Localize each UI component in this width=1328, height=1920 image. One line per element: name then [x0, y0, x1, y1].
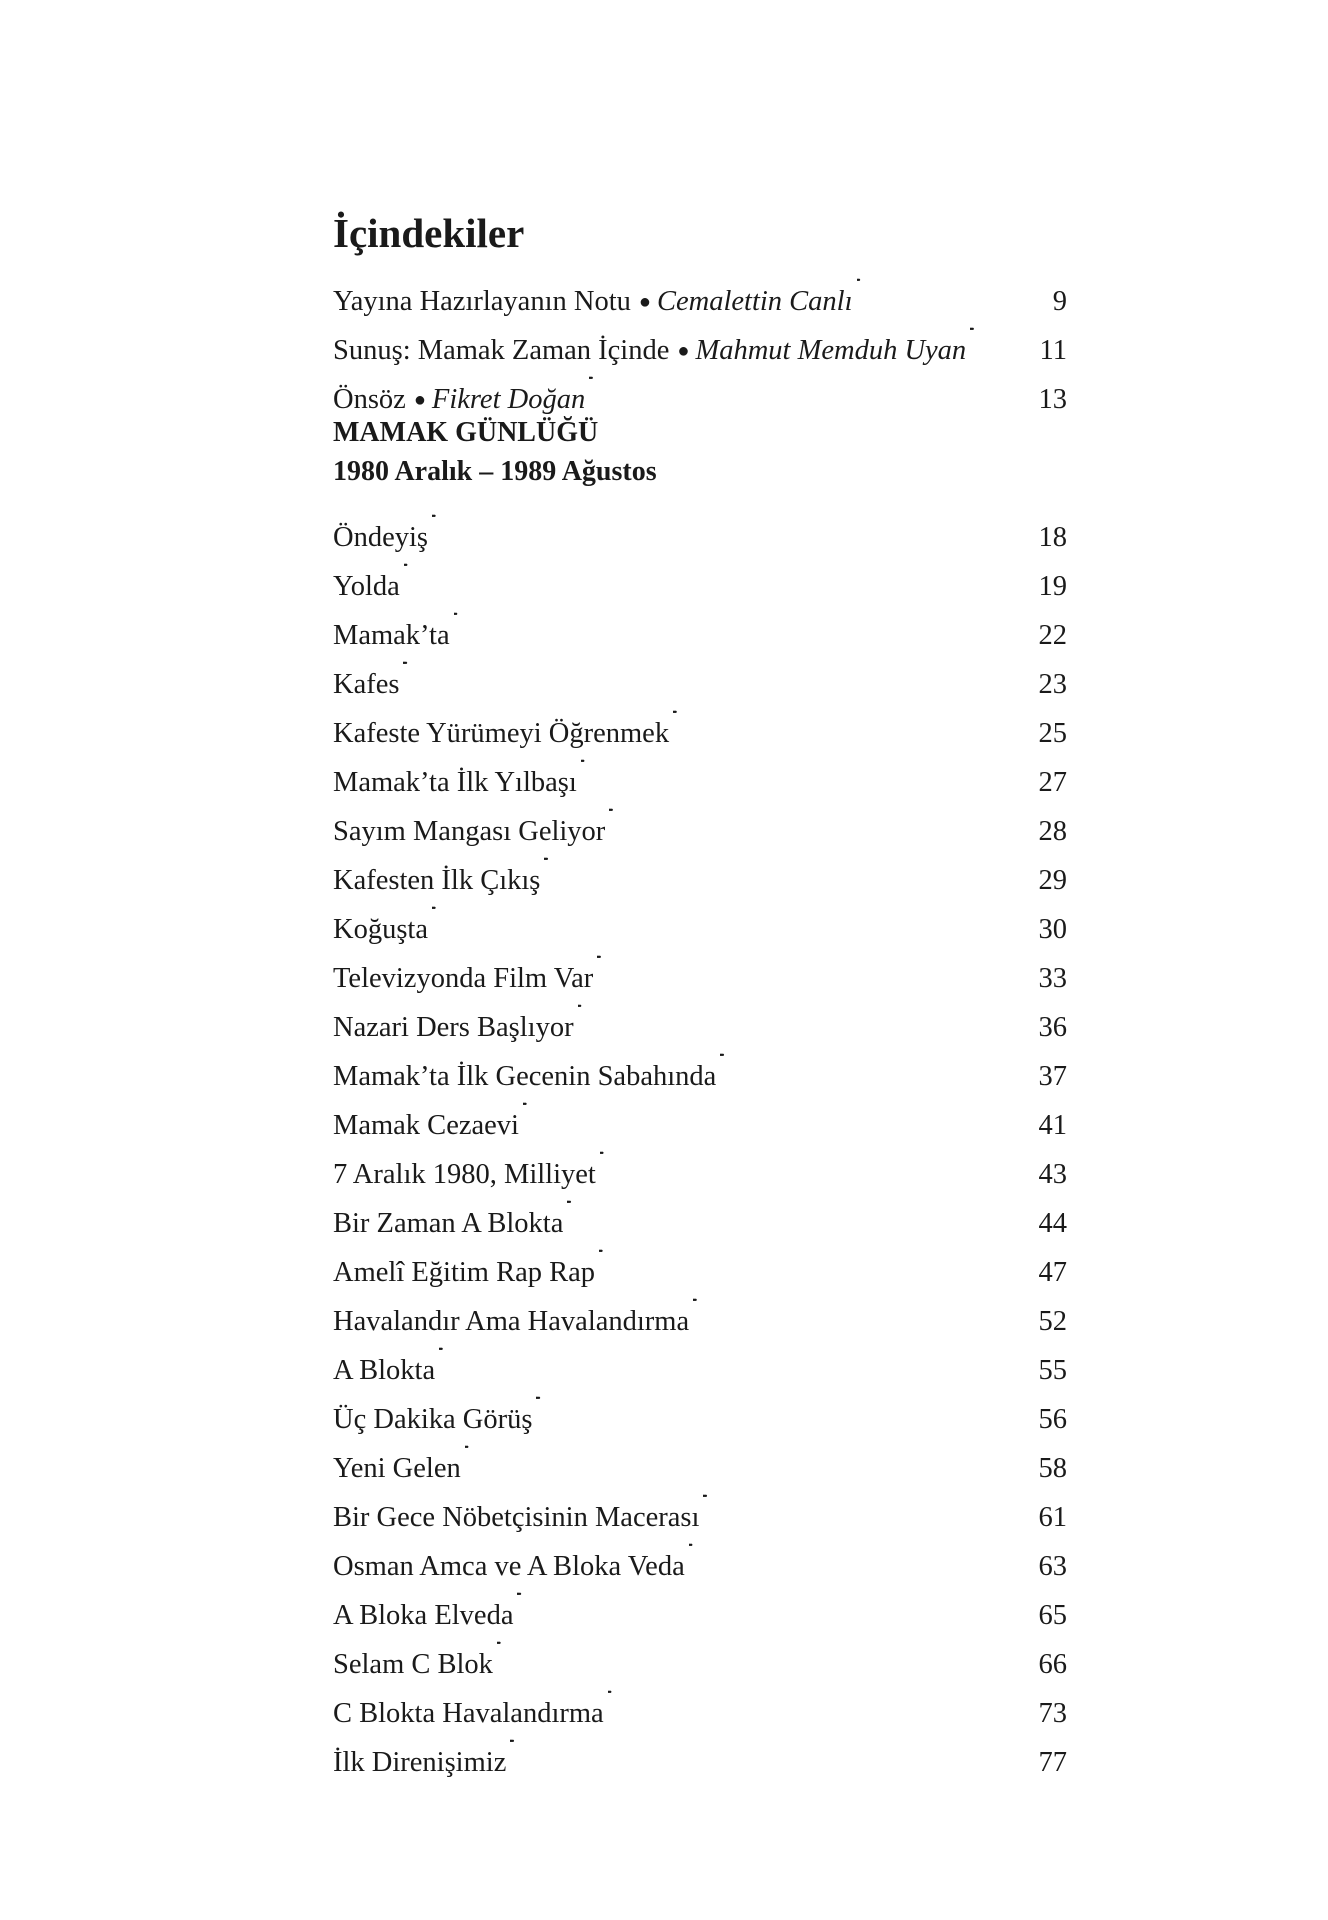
- entry-page-number: 41: [1038, 1110, 1067, 1141]
- entry-author: Mahmut Memduh Uyan: [695, 335, 967, 366]
- entry-page-number: 36: [1038, 1012, 1067, 1043]
- dot-leader: [439, 1330, 1034, 1379]
- entry-page-number: 29: [1038, 865, 1067, 896]
- entry-title: Önsöz: [333, 384, 406, 415]
- entry-title: Amelî Eğitim Rap Rap: [333, 1257, 596, 1288]
- toc-entry[interactable]: [333, 546, 1067, 602]
- dot-leader: [578, 987, 1035, 1036]
- toc-entry[interactable]: [333, 693, 1067, 749]
- dot-leader: [544, 840, 1034, 889]
- dot-leader: [497, 1624, 1035, 1673]
- entry-title: Osman Amca ve A Bloka Veda: [333, 1551, 685, 1582]
- dot-leader: [567, 1183, 1034, 1232]
- entry-title: Selam C Blok: [333, 1649, 493, 1680]
- dot-leader: [432, 889, 1035, 938]
- entry-title: Bir Gece Nöbetçisinin Macerası: [333, 1502, 700, 1533]
- dot-leader: [581, 742, 1035, 791]
- entry-page-number: 58: [1038, 1453, 1067, 1484]
- dot-leader: [597, 938, 1034, 987]
- section-title: MAMAK GÜNLÜĞÜ: [333, 417, 599, 448]
- entry-title: Mamak’ta İlk Gecenin Sabahında: [333, 1061, 717, 1092]
- entry-title: Yeni Gelen: [333, 1453, 461, 1484]
- entry-title: İlk Direnişimiz: [333, 1747, 507, 1778]
- entry-page-number: 22: [1038, 620, 1067, 651]
- toc-entry[interactable]: [333, 1379, 1067, 1435]
- entry-title: Televizyonda Film Var: [333, 963, 594, 994]
- entry-title: Sunuş: Mamak Zaman İçinde: [333, 335, 670, 366]
- dot-leader: [589, 359, 1034, 408]
- dot-leader: [403, 644, 1034, 693]
- entry-title: Yolda: [333, 571, 400, 602]
- entry-page-number: 47: [1038, 1257, 1067, 1288]
- toc-entry[interactable]: [333, 644, 1067, 700]
- entry-page-number: 66: [1038, 1649, 1067, 1680]
- dot-leader: [608, 1673, 1035, 1722]
- dot-leader: [673, 693, 1034, 742]
- entry-page-number: 63: [1038, 1551, 1067, 1582]
- entry-page-number: 55: [1038, 1355, 1067, 1386]
- toc-title: İçindekiler: [333, 210, 525, 256]
- dot-leader: [689, 1526, 1035, 1575]
- entry-title: Bir Zaman A Blokta: [333, 1208, 564, 1239]
- dot-leader: [599, 1232, 1034, 1281]
- dot-leader: [600, 1134, 1035, 1183]
- section-heading: [333, 413, 1067, 491]
- entry-page-number: 23: [1038, 669, 1067, 700]
- entry-author: Cemalettin Canlı: [656, 286, 853, 317]
- entry-title: Mamak Cezaevi: [333, 1110, 519, 1141]
- entry-title: Koğuşta: [333, 914, 428, 945]
- dot-leader: [465, 1428, 1035, 1477]
- entry-page-number: 19: [1038, 571, 1067, 602]
- entry-title: Mamak’ta İlk Yılbaşı: [333, 767, 577, 798]
- dot-leader: [432, 497, 1035, 546]
- entry-page-number: 13: [1038, 384, 1067, 415]
- entry-title: 7 Aralık 1980, Milliyet: [333, 1159, 596, 1190]
- entry-page-number: 25: [1038, 718, 1067, 749]
- entry-title: Mamak’ta: [333, 620, 450, 651]
- entry-page-number: 11: [1039, 335, 1067, 366]
- entry-page-number: 27: [1038, 767, 1067, 798]
- dot-leader: [454, 595, 1035, 644]
- toc-entry[interactable]: [333, 1330, 1067, 1386]
- dot-leader: [517, 1575, 1034, 1624]
- toc-entry[interactable]: [333, 595, 1067, 651]
- dot-leader: [523, 1085, 1035, 1134]
- entry-title: Üç Dakika Görüş: [333, 1404, 533, 1435]
- entry-title: Kafeste Yürümeyi Öğrenmek: [333, 718, 670, 749]
- entry-page-number: 52: [1038, 1306, 1067, 1337]
- entry-page-number: 65: [1038, 1600, 1067, 1631]
- entry-page-number: 77: [1038, 1747, 1067, 1778]
- front-matter-list: [333, 261, 1067, 415]
- dot-leader: [609, 791, 1034, 840]
- entry-page-number: 43: [1038, 1159, 1067, 1190]
- entry-title: Kafes: [333, 669, 400, 700]
- entry-page-number: 28: [1038, 816, 1067, 847]
- toc-entry[interactable]: [333, 261, 1067, 317]
- dot-leader: [404, 546, 1035, 595]
- section-subtitle: 1980 Aralık – 1989 Ağustos: [333, 456, 657, 487]
- entry-page-number: 44: [1038, 1208, 1067, 1239]
- entry-title: C Blokta Havalandırma: [333, 1698, 604, 1729]
- entry-author: Fikret Doğan: [431, 384, 586, 415]
- entry-title: Havalandır Ama Havalandırma: [333, 1306, 690, 1337]
- entry-title: Nazari Ders Başlıyor: [333, 1012, 574, 1043]
- dot-leader: [720, 1036, 1034, 1085]
- entry-title: Yayına Hazırlayanın Notu: [333, 286, 631, 317]
- dot-leader: [510, 1722, 1034, 1771]
- entry-page-number: 61: [1038, 1502, 1067, 1533]
- toc-entry[interactable]: [333, 497, 1067, 553]
- bullet-icon: ●: [677, 340, 690, 362]
- entry-page-number: 9: [1052, 286, 1067, 317]
- entry-page-number: 56: [1038, 1404, 1067, 1435]
- entry-page-number: 18: [1038, 522, 1067, 553]
- chapter-list: [333, 497, 1067, 1778]
- bullet-icon: ●: [413, 389, 426, 411]
- entry-title: Öndeyiş: [333, 522, 428, 553]
- entry-title: A Bloka Elveda: [333, 1600, 514, 1631]
- entry-page-number: 37: [1038, 1061, 1067, 1092]
- entry-title: A Blokta: [333, 1355, 436, 1386]
- entry-page-number: 33: [1038, 963, 1067, 994]
- entry-page-number: 30: [1038, 914, 1067, 945]
- entry-title: Sayım Mangası Geliyor: [333, 816, 606, 847]
- entry-page-number: 73: [1038, 1698, 1067, 1729]
- dot-leader: [703, 1477, 1034, 1526]
- entry-title: Kafesten İlk Çıkış: [333, 865, 541, 896]
- toc-entry[interactable]: [333, 938, 1067, 994]
- dot-leader: [693, 1281, 1034, 1330]
- dot-leader: [857, 261, 1049, 310]
- table-of-contents: [333, 205, 1067, 1778]
- bullet-icon: ●: [638, 291, 651, 313]
- dot-leader: [970, 310, 1035, 359]
- dot-leader: [536, 1379, 1034, 1428]
- toc-entry[interactable]: [333, 889, 1067, 945]
